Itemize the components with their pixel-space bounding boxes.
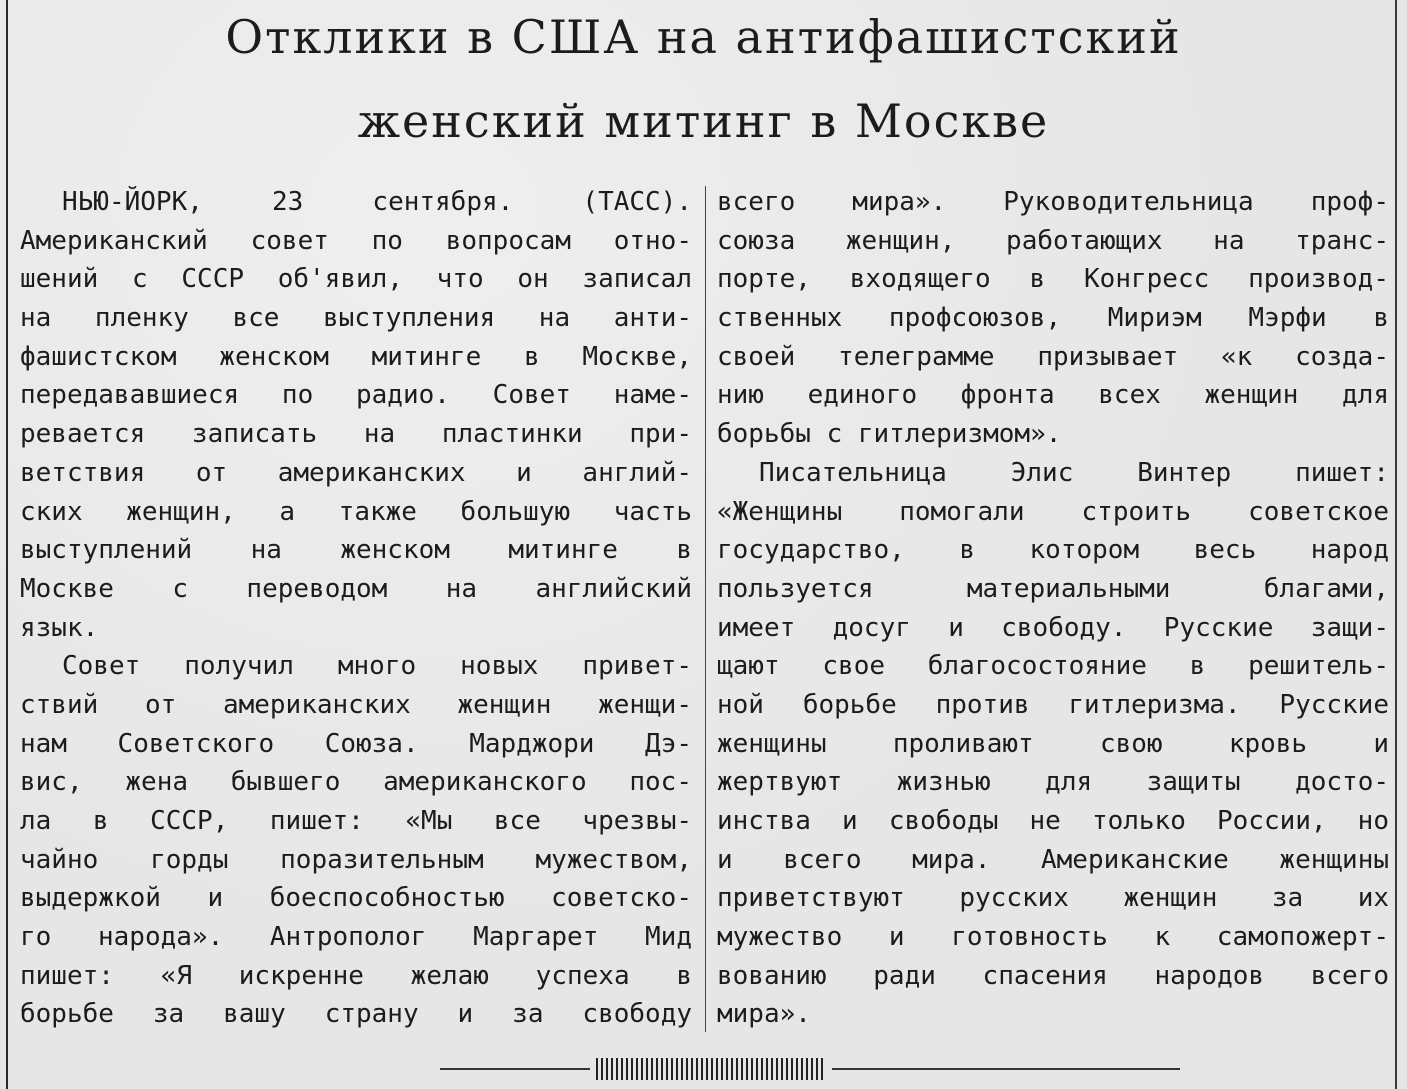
- column-divider: [705, 186, 706, 1032]
- left-border-rule: [6, 0, 8, 1089]
- text-line: ских женщин, а также большую часть: [20, 496, 692, 527]
- text-line: ствий от американских женщин женщи-: [20, 689, 692, 720]
- ornament-rule-left: [440, 1068, 590, 1070]
- text-line: своей телеграмме призывает «к созда-: [717, 341, 1389, 372]
- text-line: пишет: «Я искренне желаю успеха в: [20, 960, 692, 991]
- text-line: НЬЮ-ЙОРК, 23 сентября. (ТАСС).: [62, 187, 692, 217]
- end-of-article-ornament: [440, 1058, 1180, 1080]
- text-line: язык.: [20, 612, 99, 643]
- text-line: борьбе за вашу страну и за свободу: [20, 999, 692, 1030]
- text-line: порте, входящего в Конгресс производ-: [717, 264, 1389, 295]
- text-line: пользуется материальными благами,: [717, 573, 1389, 604]
- text-line: выступлений на женском митинге в: [20, 535, 692, 566]
- text-line: борьбы с гитлеризмом».: [717, 419, 1062, 450]
- text-line: имеет досуг и свободу. Русские защи-: [717, 612, 1389, 643]
- headline-line-2: женский митинг в Москве: [357, 94, 1050, 148]
- headline-line-1: Отклики в США на антифашистский: [225, 10, 1182, 64]
- text-line: ревается записать на пластинки при-: [20, 419, 692, 450]
- text-line: ственных профсоюзов, Мириэм Мэрфи в: [717, 303, 1389, 334]
- ornament-rule-right: [832, 1068, 1180, 1070]
- text-line: Совет получил много новых привет-: [62, 651, 692, 682]
- text-line: на пленку все выступления на анти-: [20, 303, 692, 334]
- right-border-rule: [1395, 0, 1397, 1089]
- text-line: инства и свободы не только России, но: [717, 806, 1389, 836]
- text-line: го народа». Антрополог Маргарет Мид: [20, 922, 692, 953]
- text-line: вованию ради спасения народов всего: [717, 960, 1389, 991]
- text-line: «Женщины помогали строить советское: [717, 496, 1389, 527]
- text-line: женщины проливают свою кровь и: [717, 728, 1389, 759]
- text-line: государство, в котором весь народ: [717, 535, 1389, 566]
- text-line: шений с СССР об'явил, что он записал: [20, 264, 692, 295]
- article-column-left: [20, 183, 692, 1034]
- text-line: приветствуют русских женщин за их: [717, 883, 1389, 914]
- text-line: Москве с переводом на английский: [20, 573, 692, 604]
- text-line: передававшиеся по радио. Совет наме-: [20, 380, 692, 411]
- text-line: мира».: [717, 999, 811, 1030]
- text-line: мужество и готовность к самопожерт-: [717, 922, 1389, 953]
- text-line: нию единого фронта всех женщин для: [717, 380, 1389, 411]
- text-line: союза женщин, работающих на транс-: [717, 225, 1389, 256]
- text-line: ной борьбе против гитлеризма. Русские: [717, 689, 1389, 720]
- text-line: жертвуют жизнью для защиты досто-: [717, 767, 1389, 798]
- text-line: Американский совет по вопросам отно-: [20, 225, 692, 256]
- text-line: ла в СССР, пишет: «Мы все чрезвы-: [20, 806, 692, 836]
- text-line: и всего мира. Американские женщины: [717, 844, 1389, 875]
- text-line: щают свое благосостояние в решитель-: [717, 651, 1389, 682]
- article-column-right: [717, 183, 1389, 1034]
- text-line: нам Советского Союза. Марджори Дэ-: [20, 728, 692, 759]
- text-line: чайно горды поразительным мужеством,: [20, 844, 692, 875]
- text-line: выдержкой и боеспособностью советско-: [20, 883, 692, 914]
- text-line: фашистском женском митинге в Москве,: [20, 341, 692, 372]
- text-line: всего мира». Руководительница проф-: [717, 187, 1389, 217]
- text-line: Писательница Элис Винтер пишет:: [759, 457, 1389, 488]
- ornament-hatch: [596, 1058, 826, 1080]
- text-line: вис, жена бывшего американского пос-: [20, 767, 692, 798]
- text-line: ветствия от американских и англий-: [20, 457, 692, 488]
